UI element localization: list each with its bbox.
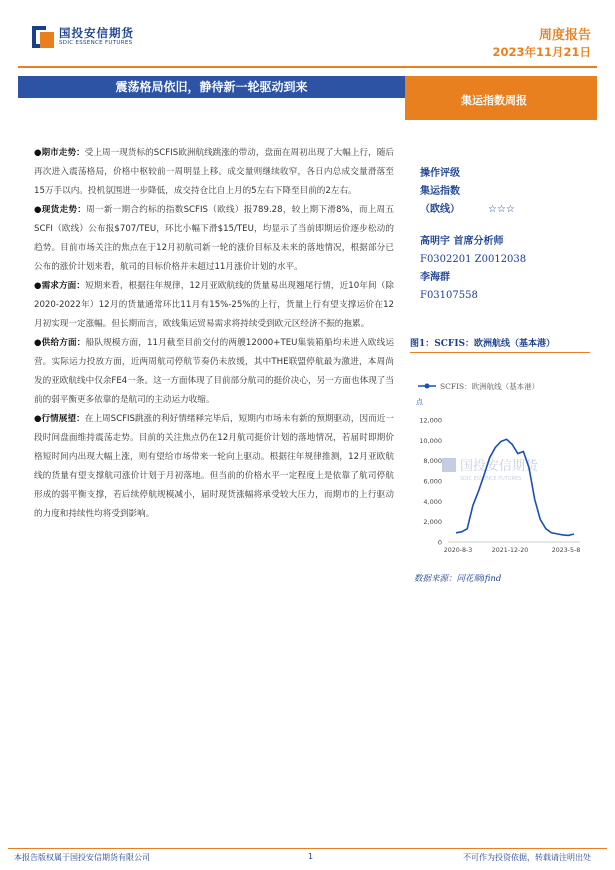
scfis-line-chart xyxy=(408,376,590,566)
y-tick-label: 0 xyxy=(437,538,442,547)
report-date: 2023年11月21日 xyxy=(492,45,591,59)
figure-source: 数据来源：同花顺ifind xyxy=(414,574,502,584)
analyst-name-2: 李海群 xyxy=(420,272,450,283)
report-category: 集运指数周报 xyxy=(461,94,527,107)
paragraph-outlook: ●行情展望：在上周SCFIS跳涨的利好情绪释完毕后，短期内市场未有新的预期驱动，因而近一段时间盘面维持震荡走势。目前的关注焦点仍在12月航司挺价计划的落地情况，若届时即期价格短时间内出现大幅上涨，则有望给市场带来一轮向上驱动。根据往年规律推测，12月亚欧航线的货量有望支撑航司涨价计划于月初落地。但当前的价格水平一定程度上是依靠了航司停航形成的弱平衡支撑，若后续停航规模减小，届时现货涨幅将承受较大压力，而期市的上行驱动的力度和持续性均将受到影响。 xyxy=(34,414,395,519)
watermark-logo-icon xyxy=(442,458,456,472)
analyst-id-2: F03107558 xyxy=(420,290,478,301)
report-title: 震荡格局依旧，静待新一轮驱动到来 xyxy=(115,80,308,94)
rating-label: 操作评级 xyxy=(420,168,460,179)
footer-disclaimer: 不可作为投资依据，转载请注明出处 xyxy=(463,853,591,862)
watermark-text: 国投安信期货 xyxy=(460,459,539,474)
x-tick-label: 2021-12-20 xyxy=(491,547,529,554)
y-axis xyxy=(419,417,442,547)
y-axis-unit: 点 xyxy=(416,398,423,406)
paragraph-demand: ●需求方面：短期来看，根据往年规律，12月亚欧航线的货量易出现翘尾行情，近10年间（除2020-2022年）12月的货量通常环比11月有15%-25%的上行，货量上行有望支撑运价在12月初实现一定涨幅。但长期而言，欧线集运贸易需求将持续受到欧元区经济不振的拖累。 xyxy=(34,281,394,329)
header-divider xyxy=(18,66,597,68)
y-tick-label: 8,000 xyxy=(423,457,442,466)
page-header xyxy=(0,0,615,72)
y-tick-label: 4,000 xyxy=(423,497,442,506)
analyst-id-1: F0302201 Z0012038 xyxy=(420,254,527,265)
route-rating: （欧线） ☆☆☆ xyxy=(420,204,515,215)
x-tick-label: 2020-8-3 xyxy=(443,547,473,554)
y-tick-label: 10,000 xyxy=(419,436,442,445)
footer-divider xyxy=(8,848,607,849)
chart-watermark xyxy=(442,458,539,482)
watermark-text-en: SDIC ESSENCE FUTURES xyxy=(460,476,522,482)
chart-legend xyxy=(418,381,539,391)
figure-title: 图1：SCFIS：欧洲航线（基本港） xyxy=(410,339,556,349)
x-tick-label: 2023-5-8 xyxy=(551,547,581,554)
logo-icon xyxy=(32,26,54,48)
figure-divider xyxy=(410,352,590,353)
y-tick-label: 2,000 xyxy=(423,518,442,527)
x-axis xyxy=(444,547,581,554)
star-rating: ☆☆☆ xyxy=(488,204,515,215)
logo-name-en: SDIC ESSENCE FUTURES xyxy=(59,40,133,46)
y-tick-label: 12,000 xyxy=(419,416,442,425)
legend-label: SCFIS：欧洲航线（基本港） xyxy=(440,382,540,391)
logo-name-cn: 国投安信期货 xyxy=(59,26,134,40)
series-line xyxy=(456,439,574,535)
title-band xyxy=(18,76,405,98)
paragraph-market: ●期市走势：受上周一现货标的SCFIS欧洲航线跳涨的带动，盘面在周初出现了大幅上行，随后再次进入震荡格局，价格中枢较前一周明显上移。成交量则继续收窄，各日内总成交量滑落至15万手以内。投机氛围进一步降低，成交持仓比自上月的5左右下降至目前的2左右。 xyxy=(34,148,395,196)
page-number: 1 xyxy=(308,852,314,861)
footer-copyright: 本报告版权属于国投安信期货有限公司 xyxy=(14,853,150,862)
paragraph-spot: ●现货走势：周一新一期合约标的指数SCFIS（欧线）报789.28，较上期下滑8%，而上周五SCFI（欧线）公布报$707/TEU，环比小幅下滑$15/TEU，均显示了当前即期运价逐步松动的趋势。目前市场关注的焦点在于12月初航司新一轮的涨价目标及未来的落地情况，根据部分已公布的涨价计划来看，航司的目标价格并未超过11月涨价计划的水平。 xyxy=(34,205,395,272)
category-band xyxy=(405,76,597,120)
y-tick-label: 6,000 xyxy=(423,477,442,486)
company-logo xyxy=(32,26,134,48)
index-label: 集运指数 xyxy=(420,186,460,197)
main-content xyxy=(34,144,394,524)
report-type: 周度报告 xyxy=(538,28,591,43)
paragraph-supply: ●供给方面：船队规模方面，11月截至目前交付的两艘12000+TEU集装箱船均未进入欧线运营。实际运力投放方面，近两周航司停航节奏仍未放缓，其中THE联盟停航最为激进，本周尚发的亚欧航线中仅余FE4一条。这一方面体现了目前部分航司的挺价决心，另一方面也体现了当前的弱平衡更多依靠的是航司的主动运力收缩。 xyxy=(34,338,394,405)
sidebar-info xyxy=(420,165,600,305)
analyst-name-1: 高明宇 首席分析师 xyxy=(420,236,504,247)
